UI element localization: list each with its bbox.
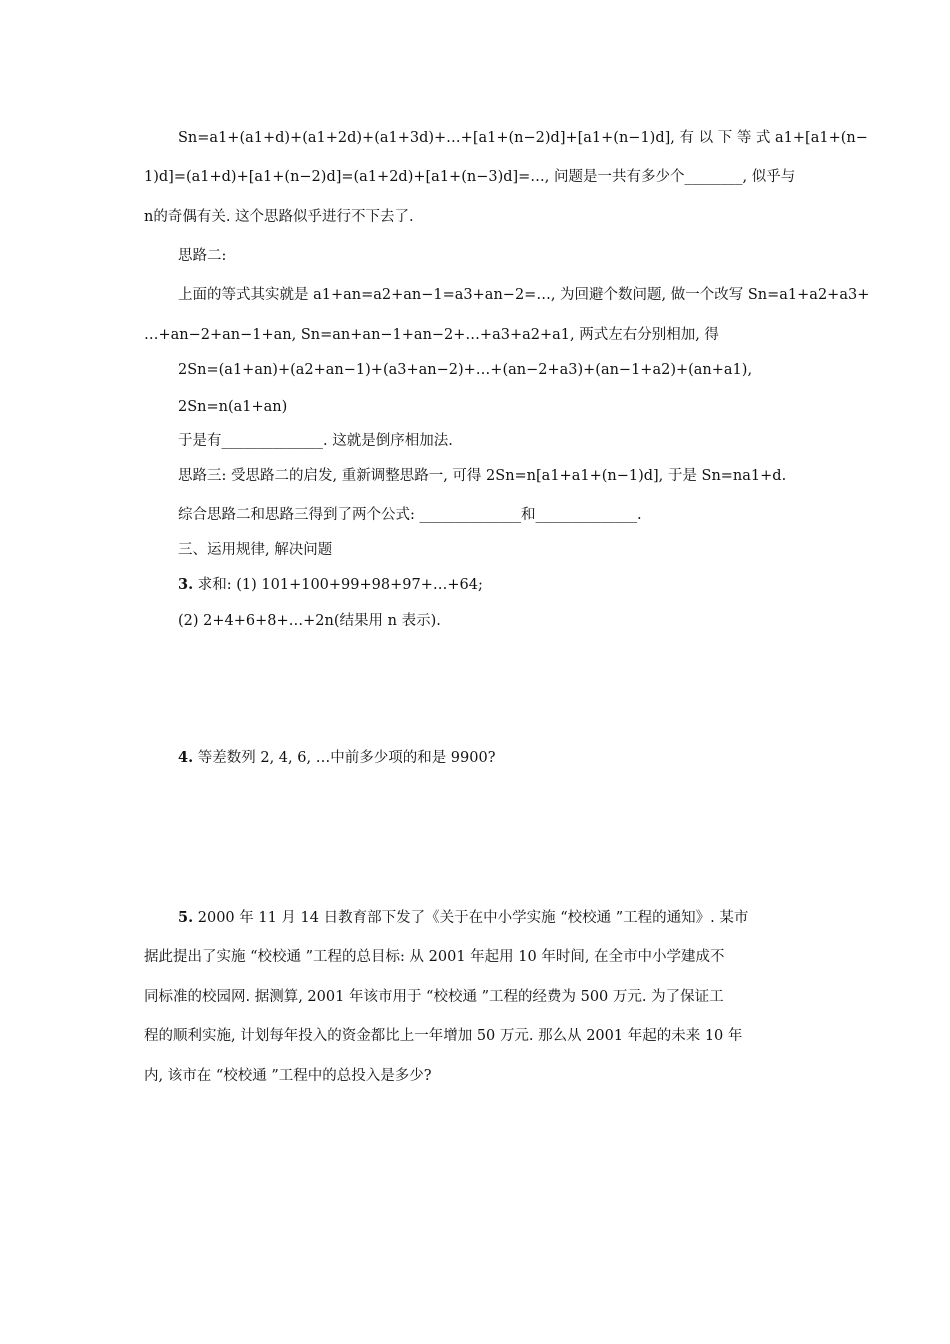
formula-2sn-expanded: 2Sn=(a1+an)+(a2+an−1)+(a3+an−2)+…+(an−2+a3)+(an−1+a2)+(an+a1), — [178, 362, 753, 378]
question-3-part-2: (2) 2+4+6+8+…+2n(结果用 n 表示). — [178, 613, 441, 629]
question-5-line-4: 程的顺利实施, 计划每年投入的资金都比上一年增加 50 万元. 那么从 2001 年起的未来 10 年 — [144, 1028, 743, 1044]
question-5-line-3: 同标准的校园网. 据测算, 2001 年该市用于 “校校通 ”工程的经费为 500 万元. 为了保证工 — [144, 989, 724, 1005]
text-line-1: Sn=a1+(a1+d)+(a1+2d)+(a1+3d)+…+[a1+(n−2)d]+[a1+(n−1)d], 有 以 下 等 式 a1+[a1+(n− — [178, 130, 868, 146]
question-4: 4. 等差数列 2, 4, 6, …中前多少项的和是 9900? — [178, 749, 496, 766]
question-5-line-1: 5. 2000 年 11 月 14 日教育部下发了《关于在中小学实施 “校校通 ”工程的通知》. 某市 — [178, 909, 749, 926]
idea-two-heading: 思路二: — [178, 248, 227, 264]
question-5-line-2: 据此提出了实施 “校校通 ”工程的总目标: 从 2001 年起用 10 年时间, 在全市中小学建成不 — [144, 949, 725, 965]
question-5-line-5: 内, 该市在 “校校通 ”工程中的总投入是多少? — [144, 1068, 432, 1084]
text-line-9: 于是有______________. 这就是倒序相加法. — [178, 433, 453, 449]
text-line-2: 1)d]=(a1+d)+[a1+(n−2)d]=(a1+2d)+[a1+(n−3)d]=…, 问题是一共有多少个________, 似乎与 — [144, 169, 796, 185]
question-3-part-1: 3. 求和: (1) 101+100+99+98+97+…+64; — [178, 576, 483, 593]
question-number: 3. — [178, 576, 194, 593]
text-line-5: 上面的等式其实就是 a1+an=a2+an−1=a3+an−2=…, 为回避个数问题, 做一个改写 Sn=a1+a2+a3+ — [178, 287, 870, 303]
question-number: 4. — [178, 749, 194, 766]
idea-three-line: 思路三: 受思路二的启发, 重新调整思路一, 可得 2Sn=n[a1+a1+(n−1)d], 于是 Sn=na1+d. — [178, 468, 787, 484]
text-line-3: n的奇偶有关. 这个思路似乎进行不下去了. — [144, 209, 414, 225]
section-three-heading: 三、运用规律, 解决问题 — [178, 542, 333, 558]
text-line-6: …+an−2+an−1+an, Sn=an+an−1+an−2+…+a3+a2+a1, 两式左右分别相加, 得 — [144, 327, 719, 343]
summary-formulas-line: 综合思路二和思路三得到了两个公式: ______________和______________. — [178, 507, 642, 523]
question-number: 5. — [178, 909, 194, 926]
formula-2sn: 2Sn=n(a1+an) — [178, 399, 288, 415]
